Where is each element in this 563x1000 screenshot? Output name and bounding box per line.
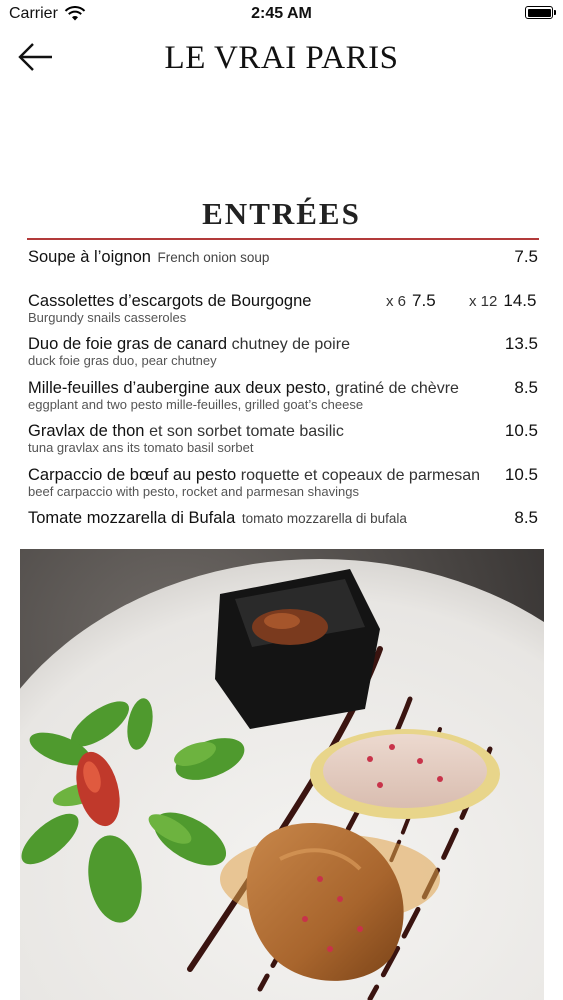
item-name: Tomate mozzarella di Bufala	[28, 509, 236, 527]
section-title: ENTRÉES	[202, 196, 361, 231]
item-translation: duck foie gras duo, pear chutney	[28, 353, 217, 368]
battery-icon	[525, 6, 553, 19]
price-option-small	[386, 290, 436, 313]
menu-item[interactable]	[28, 290, 538, 334]
item-price: 10.5	[504, 464, 538, 484]
item-translation: French onion soup	[157, 250, 270, 265]
item-name: Duo de foie gras de canard	[28, 335, 228, 353]
item-name: Soupe à l’oignon	[28, 248, 151, 266]
item-price: 8.5	[514, 508, 538, 527]
item-name: Carpaccio de bœuf au pesto	[28, 465, 237, 484]
menu-list	[28, 246, 538, 551]
item-translation: beef carpaccio with pesto, rocket and parmesan shavings	[28, 483, 359, 499]
item-name: Mille-feuilles d’aubergine aux deux pesto,	[28, 378, 331, 397]
item-price: 8.5	[514, 377, 538, 397]
portion-price: 14.5	[503, 290, 537, 310]
item-price: 7.5	[514, 247, 538, 266]
item-description: et son sorbet tomate basilic	[149, 423, 344, 440]
menu-item[interactable]	[28, 333, 538, 377]
menu-item[interactable]	[28, 507, 538, 551]
portion-price: 7.5	[412, 290, 436, 310]
item-description: gratiné de chèvre	[335, 379, 459, 397]
item-name: Cassolettes d’escargots de Bourgogne	[28, 291, 312, 310]
carrier-label: Carrier	[9, 5, 58, 22]
item-translation: tuna gravlax ans its tomato basil sorbet	[28, 440, 254, 455]
menu-item[interactable]	[28, 377, 538, 421]
portion-qty: x 6	[386, 292, 407, 310]
status-bar	[0, 0, 563, 30]
menu-item[interactable]	[28, 420, 538, 464]
menu-item[interactable]	[28, 464, 538, 508]
item-price: 10.5	[504, 421, 538, 440]
navigation-bar	[0, 30, 563, 86]
status-time: 2:45 AM	[251, 5, 312, 22]
menu-item[interactable]	[28, 246, 538, 290]
item-price: 13.5	[504, 334, 538, 353]
item-description: chutney de poire	[231, 336, 350, 353]
portion-qty: x 12	[469, 292, 498, 310]
item-translation: eggplant and two pesto mille-feuilles, grilled goat’s cheese	[28, 396, 364, 412]
page-title: LE VRAI PARIS	[164, 40, 399, 76]
section-divider	[27, 238, 539, 240]
item-name: Gravlax de thon	[28, 422, 145, 440]
dish-photo	[20, 549, 544, 1000]
item-translation: Burgundy snails casseroles	[28, 309, 187, 325]
price-option-large	[469, 290, 536, 313]
item-description: roquette et copeaux de parmesan	[240, 466, 481, 484]
item-translation: tomato mozzarella di bufala	[241, 511, 407, 526]
